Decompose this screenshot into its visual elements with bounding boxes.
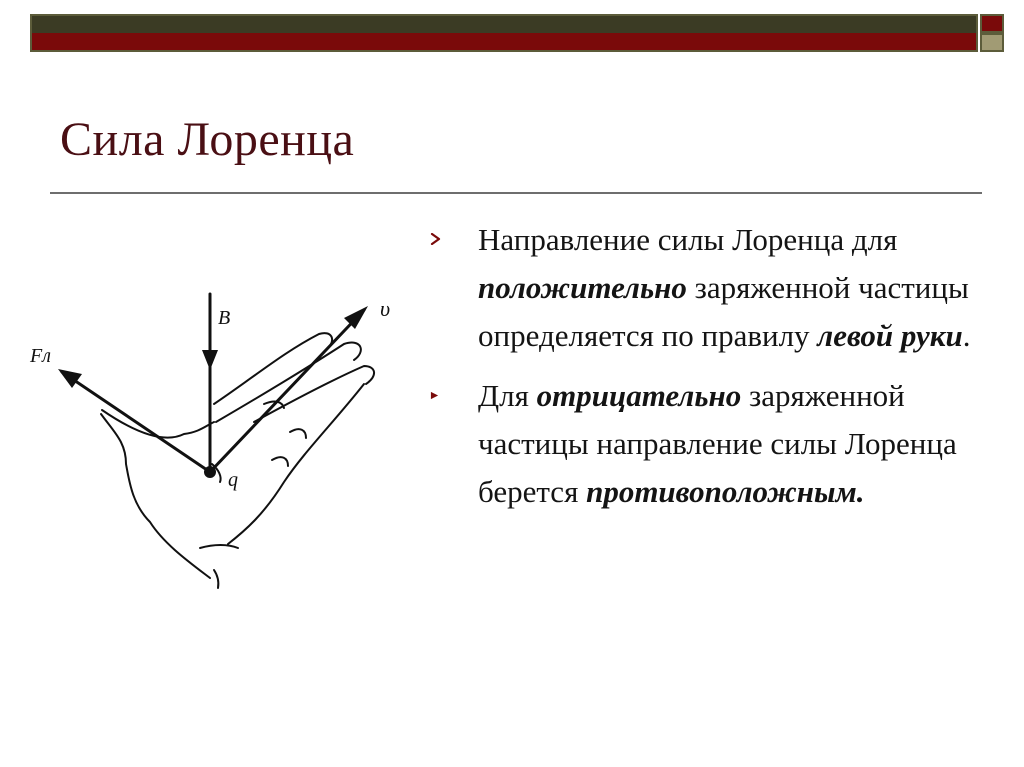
field-arrowhead bbox=[202, 350, 218, 370]
header-square-red bbox=[980, 14, 1004, 33]
wrist-stroke-2 bbox=[214, 570, 218, 588]
bullet-list bbox=[430, 216, 1010, 516]
bullet-text: Для bbox=[478, 378, 537, 413]
finger-outline-2 bbox=[216, 343, 361, 422]
bullet-emphasis: левой руки bbox=[817, 318, 963, 353]
finger-outline-1 bbox=[214, 333, 332, 404]
palm-edge bbox=[228, 384, 364, 544]
bullet-text: . bbox=[962, 318, 971, 353]
header-bar bbox=[30, 14, 978, 52]
palm-crease-2 bbox=[290, 429, 306, 438]
thumb-outline bbox=[102, 410, 214, 438]
bullet-text: заряженной частицы направление силы Лоренца берется bbox=[478, 378, 957, 509]
wrist-stroke bbox=[200, 545, 238, 548]
charge-dot bbox=[204, 466, 216, 478]
field-label: B bbox=[218, 307, 231, 329]
bullet-item bbox=[430, 372, 1010, 516]
title-divider bbox=[50, 192, 982, 194]
force-vector bbox=[62, 372, 210, 472]
bullet-emphasis: противоположным. bbox=[586, 474, 865, 509]
palm-crease-3 bbox=[272, 457, 288, 466]
slide-title: Сила Лоренца bbox=[60, 113, 355, 166]
velocity-label: υ bbox=[380, 296, 391, 321]
header-square-olive bbox=[980, 33, 1004, 52]
bullet-item bbox=[430, 216, 1010, 360]
header-bar-dark-stripe bbox=[32, 16, 976, 33]
charge-label: q bbox=[228, 469, 238, 491]
chevron-right-icon bbox=[430, 233, 442, 245]
bullet-text: Направление силы Лоренца для bbox=[478, 222, 898, 257]
force-label: Fл bbox=[30, 345, 51, 367]
bullet-emphasis: положительно bbox=[478, 270, 687, 305]
bullet-emphasis: отрицательно bbox=[536, 378, 742, 413]
force-arrowhead bbox=[58, 369, 82, 388]
left-hand-rule-diagram bbox=[14, 282, 414, 592]
bullet-text: заряженной частицы определяется по правилу bbox=[478, 270, 969, 353]
hand-outline bbox=[101, 414, 210, 578]
triangle-right-icon bbox=[430, 391, 439, 400]
header-bar-red-stripe bbox=[32, 33, 976, 50]
